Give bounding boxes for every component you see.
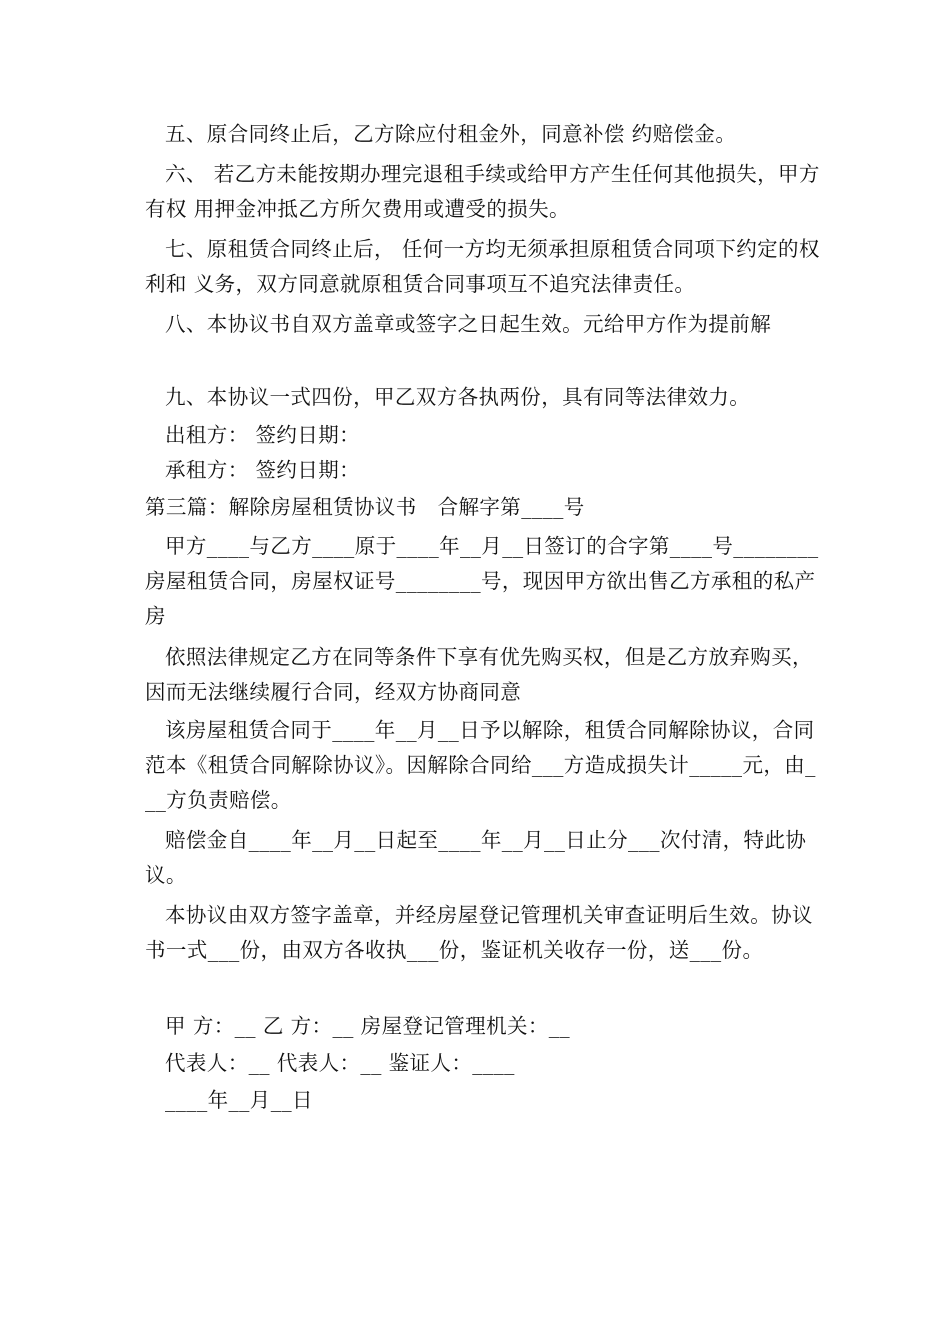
lessor-signature-line: 出租方： 签约日期： <box>165 423 361 447</box>
termination-paragraph: 该房屋租赁合同于____年__月__日予以解除，租赁合同解除协议，合同范本《租赁合同解除协议》。因解除合同给___方造成损失计_____元，由___方负责赔偿。 <box>145 718 816 812</box>
representatives-signature-line: 代表人：__ 代表人：__ 鉴证人：____ <box>165 1051 515 1075</box>
clause-5: 五、原合同终止后，乙方除应付租金外，同意补偿 约赔偿金。 <box>165 122 737 146</box>
contract-intro: 甲方____与乙方____原于____年__月__日签订的合字第____号________房屋租赁合同，房屋权证号________号，现因甲方欲出售乙方承租的私产房 <box>145 534 819 628</box>
clause-9: 九、本协议一式四份，甲乙双方各执两份，具有同等法律效力。 <box>165 385 751 409</box>
date-line: ____年__月__日 <box>165 1088 313 1112</box>
clause-8: 八、本协议书自双方盖章或签字之日起生效。元给甲方作为提前解 <box>165 312 772 336</box>
lessee-signature-line: 承租方： 签约日期： <box>165 458 361 482</box>
clause-6: 六、 若乙方未能按期办理完退租手续或给甲方产生任何其他损失，甲方有权 用押金冲抵乙方所欠费用或遭受的损失。 <box>145 162 820 221</box>
clause-7: 七、原租赁合同终止后， 任何一方均无须承担原租赁合同项下约定的权利和 义务，双方同意就原租赁合同事项互不追究法律责任。 <box>145 237 820 296</box>
effectiveness-paragraph: 本协议由双方签字盖章，并经房屋登记管理机关审查证明后生效。协议书一式___份，由双方各收执___份，鉴证机关收存一份，送___份。 <box>145 903 813 962</box>
compensation-paragraph: 赔偿金自____年__月__日起至____年__月__日止分___次付清，特此协议。 <box>145 828 807 887</box>
priority-purchase-paragraph: 依照法律规定乙方在同等条件下享有优先购买权，但是乙方放弃购买，因而无法继续履行合同，经双方协商同意 <box>145 645 813 704</box>
parties-signature-line: 甲 方：__ 乙 方：__ 房屋登记管理机关：__ <box>165 1014 571 1038</box>
section-heading: 第三篇：解除房屋租赁协议书 合解字第____号 <box>145 495 585 519</box>
